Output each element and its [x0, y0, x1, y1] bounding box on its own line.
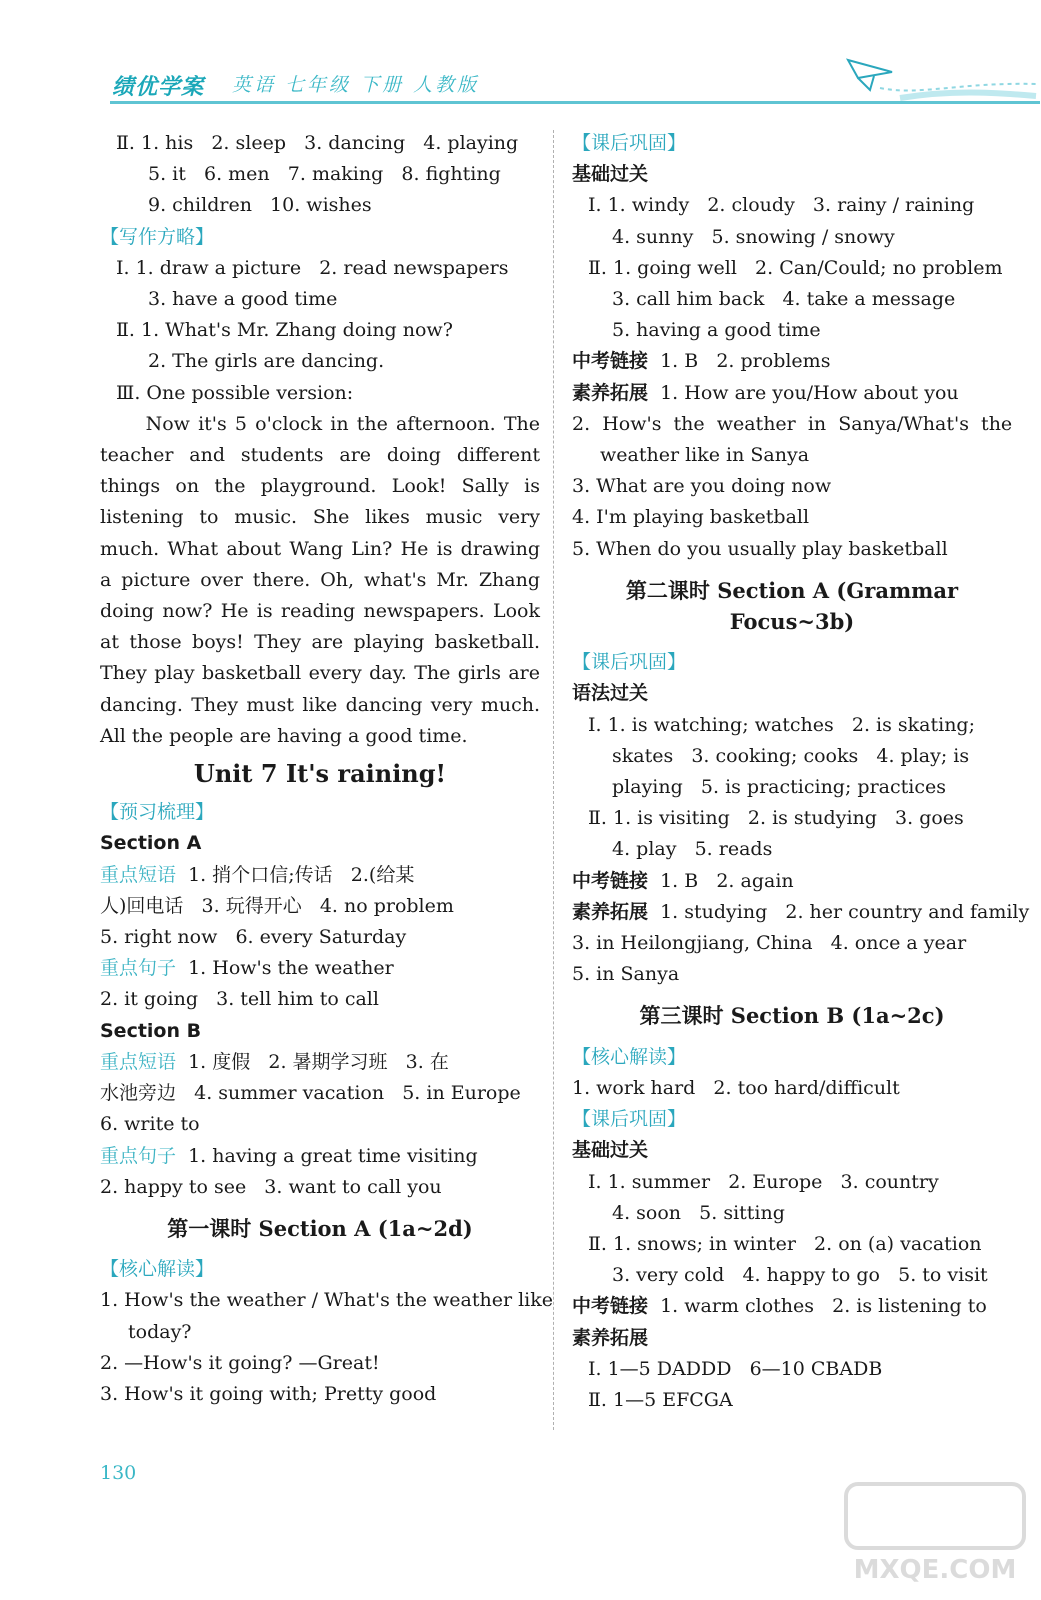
right2-line	[572, 678, 1012, 709]
left2-line	[100, 922, 540, 953]
left-line	[100, 346, 540, 377]
line-text: 1. How are you/How about you	[648, 381, 959, 404]
left-line	[100, 284, 540, 315]
line-text: 【预习梳理】	[100, 801, 215, 824]
left2-line	[100, 891, 540, 922]
left2-line	[100, 1141, 540, 1172]
section-heading-lesson3: 第三课时 Section B (1a~2c)	[639, 1003, 945, 1029]
line-text: 5. in Sanya	[572, 963, 680, 986]
line-text: 人)回电话 3. 玩得开心 4. no problem	[100, 894, 454, 917]
line-text: 1. studying 2. her country and family	[648, 900, 1030, 923]
line-text: Section B	[100, 1019, 202, 1042]
line-text: Ⅱ. 1. going well 2. Can/Could; no problem	[588, 256, 1003, 279]
left-line	[100, 159, 540, 190]
line-text: 1. B 2. again	[648, 869, 794, 892]
line-text: 4. sunny 5. snowing / snowy	[612, 225, 895, 248]
right3-line	[572, 1354, 1012, 1385]
line-text: 基础过关	[572, 1139, 649, 1162]
left3-line	[100, 1254, 540, 1285]
right2-line	[572, 772, 1012, 803]
right1-line	[572, 534, 1012, 565]
category-label: 素养拓展	[572, 1326, 649, 1349]
right2-line	[572, 803, 1012, 834]
brand-logo: 绩优学案	[112, 75, 205, 100]
right3-line	[572, 1073, 1012, 1104]
left-line	[100, 253, 540, 284]
line-text: Section A	[100, 832, 202, 855]
right3-line	[572, 1167, 1012, 1198]
line-text: Ⅰ. 1—5 DADDD 6—10 CBADB	[588, 1357, 883, 1380]
right1-line	[572, 159, 1012, 190]
right1-line	[572, 409, 1012, 440]
left2-line	[100, 953, 540, 984]
left-line	[100, 315, 540, 346]
line-text: 1. having a great time visiting	[176, 1144, 478, 1167]
line-text: 3. What are you doing now	[572, 475, 832, 498]
line-text: 5. right now 6. every Saturday	[100, 926, 407, 949]
line-text: 1. work hard 2. too hard/difficult	[572, 1076, 900, 1099]
category-label: 中考链接	[572, 869, 649, 892]
line-text: 3. in Heilongjiang, China 4. once a year	[572, 932, 967, 955]
right3-line	[572, 1042, 1012, 1073]
right1-line	[572, 190, 1012, 221]
line-text: skates 3. cooking; cooks 4. play; is	[612, 744, 970, 767]
left2-line	[100, 984, 540, 1015]
line-text: 【核心解读】	[572, 1045, 687, 1068]
line-text: 6. write to	[100, 1113, 200, 1136]
right3-line	[572, 1323, 1012, 1354]
right1-line	[572, 253, 1012, 284]
category-label: 素养拓展	[572, 381, 649, 404]
right1-line	[572, 284, 1012, 315]
right3-line	[572, 1135, 1012, 1166]
line-text: 水池旁边 4. summer vacation 5. in Europe	[100, 1082, 521, 1105]
category-label: 素养拓展	[572, 900, 649, 923]
right1-line	[572, 378, 1012, 409]
left-line	[100, 128, 540, 159]
line-text: 语法过关	[572, 682, 649, 705]
right3-line	[572, 1229, 1012, 1260]
right2-line	[572, 647, 1012, 678]
left3-line	[100, 1285, 554, 1316]
left2-line	[100, 828, 540, 859]
keyword-label: 重点句子	[100, 1144, 177, 1167]
right1-line	[572, 502, 1012, 533]
line-text: 4. soon 5. sitting	[612, 1201, 785, 1224]
line-text: 3. have a good time	[148, 288, 338, 311]
line-text: 【核心解读】	[100, 1258, 215, 1281]
right2-line	[572, 866, 1012, 897]
right1-line	[572, 440, 1012, 471]
left2-line	[100, 1016, 540, 1047]
category-label: 中考链接	[572, 350, 649, 373]
line-text: Ⅰ. 1. summer 2. Europe 3. country	[588, 1170, 939, 1193]
sample-essay	[100, 409, 540, 752]
line-text: 2. How's the weather in Sanya/What's the	[572, 412, 1013, 435]
line-text: 1. B 2. problems	[648, 350, 831, 373]
line-text: 【写作方略】	[100, 225, 215, 248]
line-text: weather like in Sanya	[600, 444, 810, 467]
left3-line	[100, 1317, 540, 1348]
line-text: 3. very cold 4. happy to go 5. to visit	[612, 1264, 988, 1287]
right2-line	[572, 897, 1030, 928]
left2-line	[100, 1109, 540, 1140]
line-text: Ⅱ. 1. his 2. sleep 3. dancing 4. playing	[116, 132, 519, 154]
unit-title: Unit 7 It's raining!	[193, 759, 447, 789]
line-text: 2. The girls are dancing.	[148, 350, 385, 373]
right1-line	[572, 128, 1012, 159]
left-line	[100, 378, 540, 409]
line-text: Ⅰ. 1. windy 2. cloudy 3. rainy / raining	[588, 194, 975, 217]
line-text: 【课后巩固】	[572, 132, 687, 154]
line-text: 【课后巩固】	[572, 651, 687, 674]
line-text: Ⅱ. 1. What's Mr. Zhang doing now?	[116, 319, 453, 342]
column-divider	[553, 130, 554, 1430]
paper-plane-icon	[840, 52, 1040, 104]
line-text: Ⅰ. 1. is watching; watches 2. is skating;	[588, 713, 975, 736]
line-text: 1. warm clothes 2. is listening to	[648, 1295, 987, 1318]
watermark-logo	[840, 1478, 1030, 1588]
book-subtitle: 英语 七年级 下册 人教版	[232, 74, 480, 96]
line-text: 9. children 10. wishes	[148, 194, 372, 217]
line-text: 【课后巩固】	[572, 1108, 687, 1131]
line-text: 1. How's the weather / What's the weather like	[100, 1289, 554, 1312]
left2-line	[100, 1047, 540, 1078]
line-text: today?	[128, 1320, 192, 1343]
keyword-label: 重点短语	[100, 863, 177, 886]
line-text: 5. having a good time	[612, 319, 821, 342]
right3-line	[572, 1291, 1012, 1322]
right2-line	[572, 710, 1012, 741]
section-heading-lesson2: 第二课时 Section A (Grammar Focus~3b)	[625, 577, 959, 635]
line-text: 4. I'm playing basketball	[572, 506, 810, 529]
line-text: Ⅱ. 1. snows; in winter 2. on (a) vacation	[588, 1232, 982, 1255]
keyword-label: 重点句子	[100, 957, 177, 980]
line-text: Ⅲ. One possible version:	[116, 381, 354, 404]
essay-text: Now it's 5 o'clock in the afternoon. The teacher and students are doing different things on the playground. Look! Sally is listening to music. She likes music very much. What about Wang Lin? He is drawing a picture over there. Oh, what's Mr. Zhang doing now? He is reading newspapers. Look at those boys! They are playing basketball. They play basketball every day. The girls are dancing. They must like dancing very much. All the people are having a good time.	[100, 412, 540, 747]
line-text: Ⅱ. 1—5 EFCGA	[588, 1388, 733, 1411]
left3-line	[100, 1348, 540, 1379]
header-rule	[110, 101, 1040, 104]
right2-line	[572, 959, 1012, 990]
right1-line	[572, 346, 1012, 377]
line-text: Ⅰ. 1. draw a picture 2. read newspapers	[116, 256, 509, 279]
line-text: 1. 度假 2. 暑期学习班 3. 在	[176, 1050, 449, 1073]
line-text: 2. —How's it going? —Great!	[100, 1351, 380, 1374]
line-text: 5. When do you usually play basketball	[572, 537, 948, 560]
line-text: Ⅱ. 1. is visiting 2. is studying 3. goes	[588, 807, 964, 830]
left-column	[100, 128, 554, 1410]
right2-line	[572, 928, 1012, 959]
right2-line	[572, 741, 1012, 772]
line-text: 5. it 6. men 7. making 8. fighting	[148, 163, 501, 186]
line-text: 2. it going 3. tell him to call	[100, 988, 379, 1011]
left-line	[100, 190, 540, 221]
left2-line	[100, 860, 540, 891]
section-heading-lesson1: 第一课时 Section A (1a~2d)	[167, 1215, 473, 1241]
left2-line	[100, 1172, 540, 1203]
line-text: 2. happy to see 3. want to call you	[100, 1175, 442, 1198]
line-text: 3. call him back 4. take a message	[612, 288, 956, 311]
right3-line	[572, 1260, 1012, 1291]
line-text: playing 5. is practicing; practices	[612, 776, 946, 799]
category-label: 中考链接	[572, 1295, 649, 1318]
line-text: 基础过关	[572, 163, 649, 186]
line-text: 4. play 5. reads	[612, 838, 773, 861]
page-number: 130	[100, 1462, 137, 1484]
watermark-text: MXQE.COM	[853, 1555, 1017, 1585]
right1-line	[572, 222, 1012, 253]
left-line	[100, 222, 540, 253]
right3-line	[572, 1385, 1012, 1416]
right-column	[572, 128, 1030, 1416]
right3-line	[572, 1198, 1012, 1229]
left2-line	[100, 1078, 540, 1109]
line-text: 3. How's it going with; Pretty good	[100, 1382, 437, 1405]
keyword-label: 重点短语	[100, 1050, 177, 1073]
line-text: 1. 捎个口信;传话 2.(给某	[176, 863, 415, 886]
line-text: 1. How's the weather	[176, 957, 394, 980]
right1-line	[572, 315, 1012, 346]
left3-line	[100, 1379, 540, 1410]
left2-line	[100, 797, 540, 828]
right2-line	[572, 834, 1012, 865]
right1-line	[572, 471, 1012, 502]
right3-line	[572, 1104, 1012, 1135]
page-header	[0, 0, 1041, 110]
